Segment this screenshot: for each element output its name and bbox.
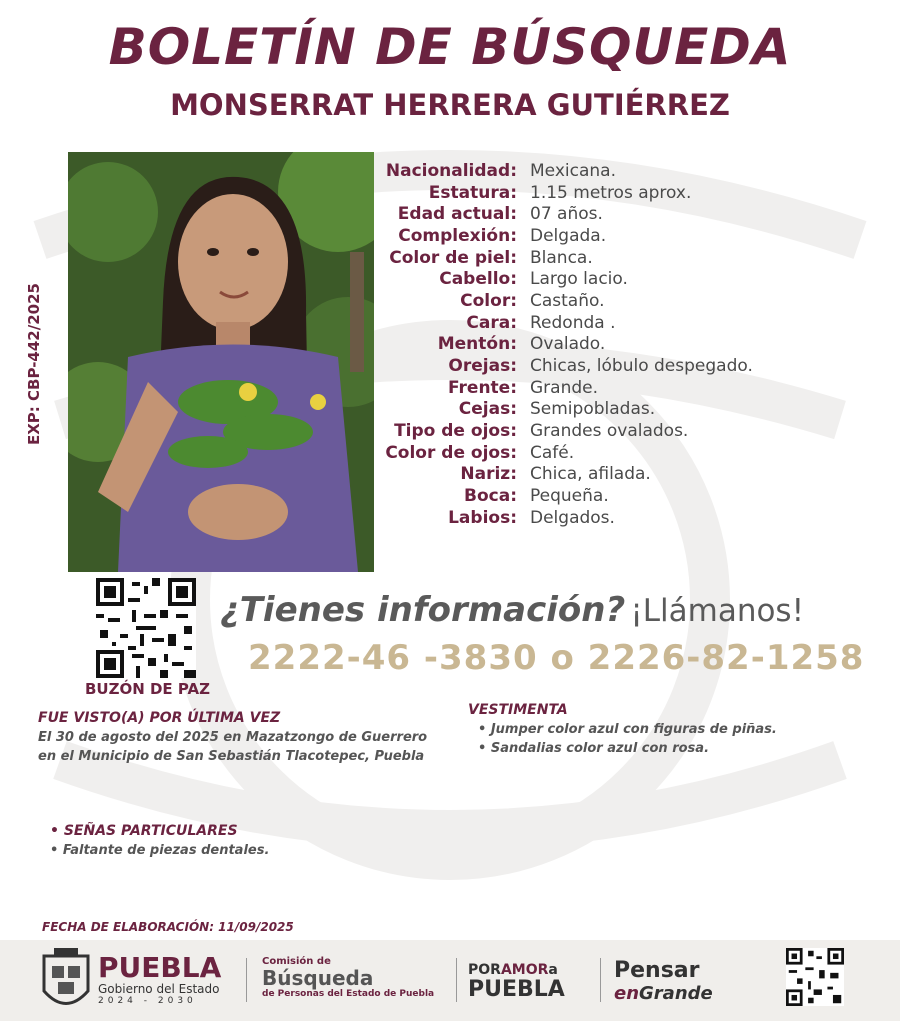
attr-value: 07 años. xyxy=(530,204,603,225)
info-question: ¿Tienes información? xyxy=(220,590,626,630)
attr-label: Cara: xyxy=(466,312,517,333)
clothing-list xyxy=(478,720,777,758)
attr-value: Grande. xyxy=(530,377,599,398)
attr-value: Grandes ovalados. xyxy=(530,421,689,442)
attr-row xyxy=(380,420,880,442)
attr-value: Ovalado. xyxy=(530,334,606,355)
attr-value: Delgados. xyxy=(530,507,615,528)
attr-label: Labios: xyxy=(448,507,517,528)
buzon-label: BUZÓN DE PAZ xyxy=(84,680,211,698)
attr-label: Edad actual: xyxy=(397,204,517,225)
attr-label: Color de ojos: xyxy=(385,442,517,463)
attr-label: Orejas: xyxy=(448,356,517,377)
footer-logos xyxy=(0,940,900,1021)
footer-divider xyxy=(246,958,247,1002)
attr-label: Tipo de ojos: xyxy=(394,421,517,442)
attr-value: 1.15 metros aprox. xyxy=(530,182,692,203)
puebla-logo-years: 2024 - 2030 xyxy=(98,996,197,1006)
attr-label: Complexión: xyxy=(398,225,517,246)
attr-row xyxy=(380,312,880,334)
call-us: ¡Llámanos! xyxy=(630,593,805,629)
attr-row xyxy=(380,203,880,225)
attr-value: Chicas, lóbulo despegado. xyxy=(530,356,753,377)
last-seen-title: FUE VISTO(A) POR ÚLTIMA VEZ xyxy=(38,710,281,726)
last-seen-line: El 30 de agosto del 2025 en Mazatzongo de Guerrero xyxy=(38,730,428,745)
buzon-qr-code[interactable] xyxy=(96,578,196,678)
attr-row xyxy=(380,268,880,290)
en-grande-line: enGrande xyxy=(614,983,713,1004)
attr-row xyxy=(380,247,880,269)
attr-label: Estatura: xyxy=(428,182,517,203)
marks-item: • Faltante de piezas dentales. xyxy=(50,843,269,858)
phone-numbers[interactable]: 2222-46 -3830 o 2226-82-1258 xyxy=(248,638,865,678)
clothing-title: VESTIMENTA xyxy=(468,702,568,718)
marks-list xyxy=(50,843,269,858)
attr-label: Nacionalidad: xyxy=(385,160,517,181)
footer-divider xyxy=(456,958,457,1002)
attr-value: Delgada. xyxy=(530,225,607,246)
por-amor-puebla: PUEBLA xyxy=(468,977,565,1002)
attr-value: Pequeña. xyxy=(530,486,609,507)
physical-description xyxy=(380,160,880,529)
footer-divider xyxy=(600,958,601,1002)
bulletin-title: BOLETÍN DE BÚSQUEDA xyxy=(108,18,792,76)
marks-title: • SEÑAS PARTICULARES xyxy=(50,823,238,839)
attr-value: Castaño. xyxy=(530,290,605,311)
attr-label: Boca: xyxy=(464,486,517,507)
attr-row xyxy=(380,442,880,464)
contact-question xyxy=(220,590,804,630)
attr-value: Largo lacio. xyxy=(530,269,628,290)
attr-row xyxy=(380,225,880,247)
footer-qr-code[interactable] xyxy=(786,948,844,1006)
attr-value: Redonda . xyxy=(530,312,616,333)
missing-person-name: MONSERRAT HERRERA GUTIÉRREZ xyxy=(170,88,730,122)
attr-row xyxy=(380,334,880,356)
por-amor-puebla-logo xyxy=(468,962,565,1002)
attr-row xyxy=(380,290,880,312)
attr-value: Semipobladas. xyxy=(530,399,656,420)
pensar-line: Pensar xyxy=(614,958,700,983)
attr-row xyxy=(380,377,880,399)
attr-row xyxy=(380,355,880,377)
attr-row xyxy=(380,464,880,486)
attr-row xyxy=(380,485,880,507)
last-seen-line: en el Municipio de San Sebastián Tlacotepec, Puebla xyxy=(38,749,425,764)
attr-row xyxy=(380,399,880,421)
pensar-en-grande-logo xyxy=(614,960,713,1005)
attr-value: Blanca. xyxy=(530,247,593,268)
attr-value: Mexicana. xyxy=(530,160,616,181)
attr-row xyxy=(380,160,880,182)
attr-value: Café. xyxy=(530,442,575,463)
attr-label: Nariz: xyxy=(460,464,517,485)
attr-label: Mentón: xyxy=(437,334,517,355)
attr-label: Color de piel: xyxy=(389,247,517,268)
elaboration-date: FECHA DE ELABORACIÓN: 11/09/2025 xyxy=(42,920,294,934)
coat-of-arms-icon xyxy=(40,946,92,1016)
attr-label: Color: xyxy=(460,290,517,311)
puebla-government-logo xyxy=(98,951,222,1006)
comision-logo-title: Búsqueda xyxy=(262,966,374,990)
comision-logo-sub: de Personas del Estado de Puebla xyxy=(262,989,435,999)
clothing-item: • Jumper color azul con figuras de piñas. xyxy=(478,720,777,739)
expediente-label: EXP: CBP-442/2025 xyxy=(25,283,43,445)
por-amor-line: PORAMORa xyxy=(468,962,558,978)
last-seen-text xyxy=(38,728,478,766)
clothing-item: • Sandalias color azul con rosa. xyxy=(478,739,777,758)
comision-logo-line: Comisión de xyxy=(262,956,331,967)
puebla-logo-title: PUEBLA xyxy=(98,951,222,984)
attr-label: Frente: xyxy=(448,377,517,398)
attr-value: Chica, afilada. xyxy=(530,464,651,485)
attr-label: Cejas: xyxy=(458,399,517,420)
attr-row xyxy=(380,507,880,529)
missing-person-photo xyxy=(68,152,374,572)
puebla-logo-subtitle: Gobierno del Estado xyxy=(98,982,220,996)
attr-label: Cabello: xyxy=(439,269,517,290)
comision-busqueda-logo xyxy=(262,956,434,999)
attr-row xyxy=(380,182,880,204)
